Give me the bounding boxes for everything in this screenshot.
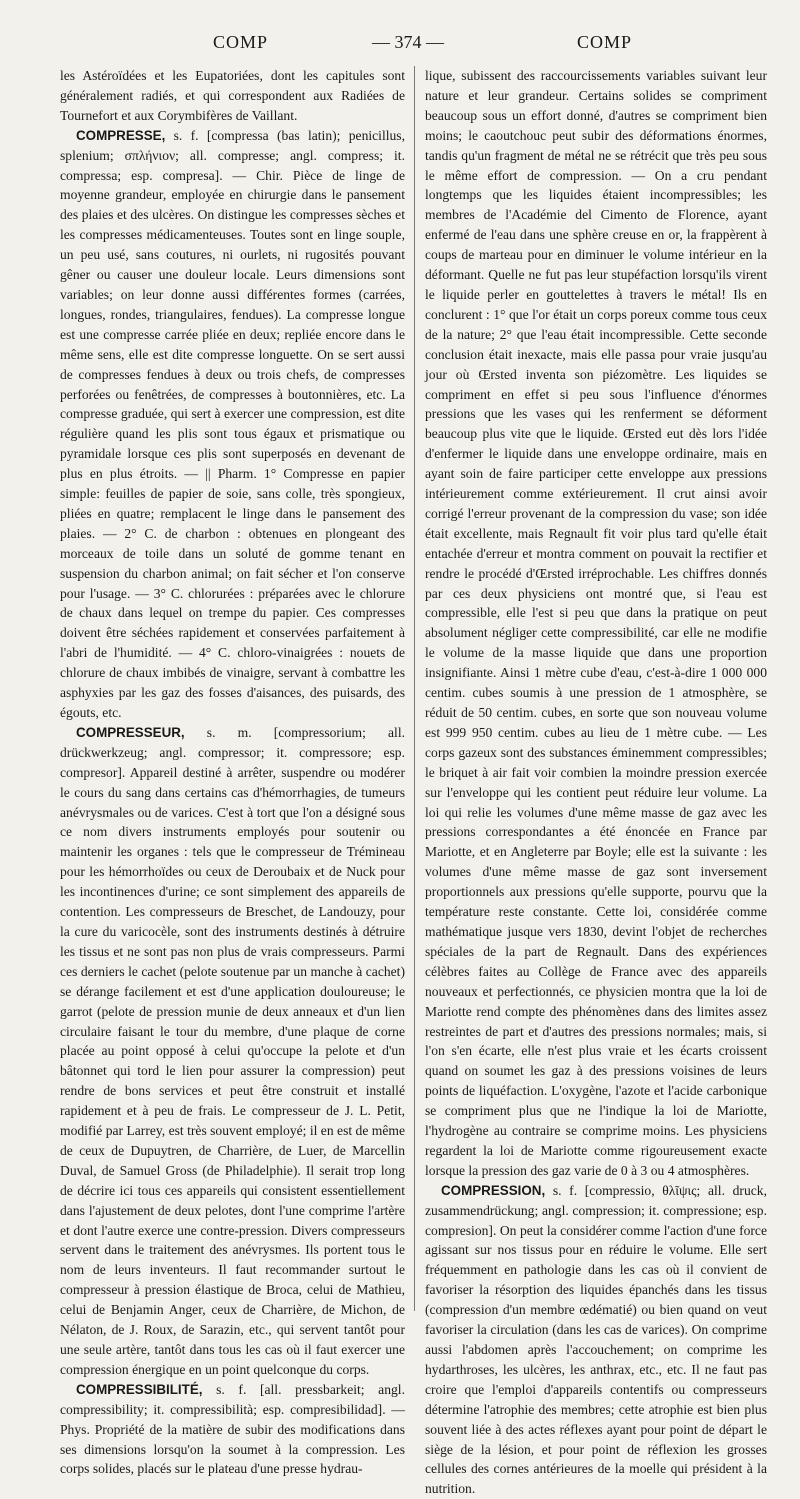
header-right-word: COMP — [577, 32, 633, 52]
entry-headword: COMPRESSIBILITÉ, — [76, 1381, 203, 1397]
column-divider — [414, 66, 415, 1311]
page-header — [0, 32, 800, 62]
entry-continuation — [60, 66, 405, 126]
entry-text: lique, subissent des raccourcissements variables suivant leur nature et leur grandeur. Certains solides se compriment beaucoup sous un effort donné, d'autres se compriment bien moins; le caoutchouc peut subir des déformations énormes, tandis qu'un fragment de métal ne se rétrécit que très peu sous le même effort de compression. — On a cru pendant longtemps que les liquides étaient incompressibles; les membres de l'Académie del Cimento de Florence, ayant enfermé de l'eau dans une sphère creuse en or, la frappèrent à coups de marteau pour en diminuer le volume intérieur en la déformant. Quelle ne fut pas leur stupéfaction lorsqu'ils virent le liquide perler en gouttelettes à travers le métal! Ils en conclurent : 1° que l'or était un corps poreux comme tous ceux de la nature; 2° que l'eau était incompressible. Cette seconde conclusion était inexacte, mais elle passa pour vraie jusqu'au jour où Œrsted inventa son piézomètre. Les liquides se compriment en effet si peu sous l'influence d'énormes pressions que les vases qui les renferment se déforment beaucoup plus vite que le liquide. Œrsted eut dès lors l'idée d'enfermer le liquide dans une enveloppe ordinaire, mais en ayant soin de faire participer cette enveloppe aux pressions intérieurement comme extérieurement. Il crut ainsi avoir corrigé l'erreur provenant de la compression du vase; son idée était excellente, mais Regnault fit voir plus tard qu'elle était entachée d'erreur et montra comment on pouvait la rectifier et rendre le procédé d'Œrsted irréprochable. Les chiffres donnés par ces deux physiciens ont montré que, si l'eau est compressible, elle l'est si peu que dans la pratique on peut absolument négliger cette compressibilité, car elle ne modifie le volume de la masse liquide que dans une proportion insignifiante. Ainsi 1 mètre cube d'eau, c'est-à-dire 1 000 000 centim. cubes soumis à une pression de 1 atmosphère, se réduit de 50 centim. cubes, en sorte que son nouveau volume est 999 950 centim. cubes au lieu de 1 mètre cube. — Les corps gazeux sont des substances éminemment compressibles; le briquet à air fait voir combien la moindre pression exercée sur l'enveloppe qui les contient peut réduire leur volume. La loi qui relie les volumes d'une même masse de gaz avec les pressions correspondantes a été énoncée en France par Mariotte, et en Angleterre par Boyle; elle est la suivante : les volumes d'une même masse de gaz sont inversement proportionnels aux pressions qu'elle supporte, pourvu que la température reste constante. Cette loi, considérée comme mathématique jusque vers 1830, devint l'objet de recherches spéciales de la part de Regnault. Dans des expériences célèbres faites au Collège de France avec des appareils nouveaux et perfectionnés, ce physicien montra que la loi de Mariotte rend compte des phénomènes dans des limites assez restreintes de part et d'autres des pressions normales; mais, si l'on s'en écarte, elle n'est plus vraie et les écarts croissent quand on soumet les gaz à des pressions voisines de leurs points de liquéfaction. L'oxygène, l'azote et l'acide carbonique se compriment plus que ne l'indique la loi de Mariotte, l'hydrogène au contraire se comprime moins. Les physiciens regardent la loi de Mariotte comme rigoureusement exacte lorsque la pression des gaz varie de 0 à 3 ou 4 atmosphères. — [425, 68, 767, 1178]
entry-headword: COMPRESSION, — [441, 1182, 546, 1198]
dictionary-entry — [60, 1380, 405, 1480]
page-number: — 374 — — [372, 32, 444, 52]
header-left-word: COMP — [213, 32, 269, 52]
entry-text: s. f. [compressa (bas latin); penicillus, splenium; σπλήνιον; all. compresse; angl. compress; it. compressa; esp. compresa]. — Chir. Pièce de linge de moyenne grandeur, employée en chirurgie dans le pansement des plaies et des ulcères. On distingue les compresses sèches et les compresses médicamenteuses. Toutes sont en linge souple, un peu usé, sans coutures, ni ourlets, ni rugosités pouvant gêner ou causer une douleur locale. Leurs dimensions sont variables; on leur donne aussi différentes formes (carrées, longues, rondes, triangulaires, fendues). La compresse longue est une compresse carrée pliée en deux; repliée encore dans le même sens, elle est dite compresse longuette. On se sert aussi de compresses fendues à deux ou trois chefs, de compresses perforées ou fenêtrées, de compresses à boutonnières, etc. La compresse graduée, qui sert à exercer une compression, est dite régulière quand les plis sont tous égaux et prismatique ou pyramidale lorsque ces plis sont superposés en devenant de plus en plus étroits. — || Pharm. 1° Compresse en papier simple: feuilles de papier de soie, sans colle, très spongieux, pliées en quatre; remplacent le linge dans le pansement des plaies. — 2° C. de charbon : obtenues en plongeant des morceaux de toile dans un soluté de gomme tenant en suspension du charbon animal; on fait sécher et l'on conserve pour l'usage. — 3° C. chlorurées : préparées avec le chlorure de chaux dans lequel on trempe du papier. Ces compresses doivent être séchées rapidement et conservées parfaitement à l'abri de l'humidité. — 4° C. chloro-vinaigrées : nouets de chlorure de chaux imbibés de vinaigre, servant à combattre les asphyxies par les gaz des fosses d'aisances, des puisards, des égouts, etc. — [60, 127, 405, 720]
entry-text: s. m. [compressorium; all. drückwerkzeug; angl. compressor; it. compressore; esp. compresor]. Appareil destiné à arrêter, suspendre ou modérer le cours du sang dans certains cas d'hémorrhagies, de tumeurs anévrysmales ou de varices. C'est à tort que l'on a désigné sous ce nom divers instruments employés pour soutenir ou maintenir les organes : tels que le compresseur de Trémineau pour les hémorrhoïdes ou ceux de Deroubaix et de Nuck pour les incontinences d'urine; ce sont simplement des appareils de contention. Les compresseurs de Breschet, de Landouzy, pour la cure du varicocèle, sont des instruments destinés à détruire les tissus et ne sont pas non plus de vrais compresseurs. Parmi ces derniers le cachet (pelote soutenue par un manche à cachet) se dérange facilement et est d'une application douloureuse; le garrot (pelote de pression munie de deux anneaux et d'un lien circulaire faisant le tour du membre, d'une plaque de corne placée au point opposé à celui qu'occupe la pelote et d'un bâtonnet qui tord le lien pour assurer la compression) peut rendre de bons services et peut être construit et installé rapidement et à peu de frais. Le compresseur de J. L. Petit, modifié par Larrey, est très souvent employé; il en est de même de ceux de Dupuytren, de Charrière, de Luer, de Marcellin Duval, de Samuel Gross (de Philadelphie). Il serait trop long de décrire ici tous ces appareils qui consistent essentiellement dans l'ajustement de deux pelotes, dont l'une comprime l'artère et dont l'autre exerce une contre-pression. Divers compresseurs servent dans le traitement des anévrysmes. Ils portent tous le nom de leurs inventeurs. Il faut recommander surtout le compresseur à pression élastique de Broca, celui de Mathieu, celui de Benjamin Anger, ceux de Charrière, de Michon, de Nélaton, de J. Roux, de Sarazin, etc., qui servent tantôt pour une seule artère, tantôt dans tous les cas où il faut exercer une compression énergique en un point quelconque du corps. — [60, 724, 405, 1377]
right-column — [425, 66, 767, 1497]
left-column — [60, 66, 405, 1477]
dictionary-entry — [60, 126, 405, 723]
entry-text: s. f. [all. pressbarkeit; angl. compressibility; it. compressibilità; esp. compresibilidad]. — Phys. Propriété de la matière de subir des modifications dans ses dimensions lorsqu'on la soumet à la compression. Les corps solides, placés sur le plateau d'une presse hydrau- — [60, 1381, 405, 1477]
entry-text: les Astéroïdées et les Eupatoriées, dont les capitules sont généralement radiés, et qui correspondent aux Radiées de Tournefort et aux Corymbifères de Vaillant. — [60, 68, 405, 123]
entry-headword: COMPRESSE, — [76, 127, 166, 143]
dictionary-entry — [425, 1181, 767, 1499]
dictionary-entry — [60, 723, 405, 1380]
entry-text: s. f. [compressio, θλῖψις; all. druck, zusammendrückung; angl. compression; it. compressione; esp. compresion]. On peut la considérer comme l'action d'une force agissant sur nos tissus pour en réduire le volume. Elle sert fréquemment en pathologie dans les cas où il convient de favoriser la résorption des liquides épanchés dans les tissus (compression d'un membre œdématié) ou bien quand on veut favoriser la circulation (dans les cas de varices). On comprime aussi l'abdomen après l'accouchement; on comprime les hydarthroses, les ulcères, les anthrax, etc., etc. Il ne faut pas croire que l'emploi d'appareils contentifs ou compresseurs détermine l'atrophie des membres; cette atrophie est bien plus souvent liée à des actes réflexes ayant pour point de départ le siège de la lésion, et pour point de réflexion les grosses cellules des cornes antérieures de la moelle qui président à la nutrition. — [425, 1182, 767, 1497]
entry-headword: COMPRESSEUR, — [76, 724, 185, 740]
entry-continuation — [425, 66, 767, 1181]
